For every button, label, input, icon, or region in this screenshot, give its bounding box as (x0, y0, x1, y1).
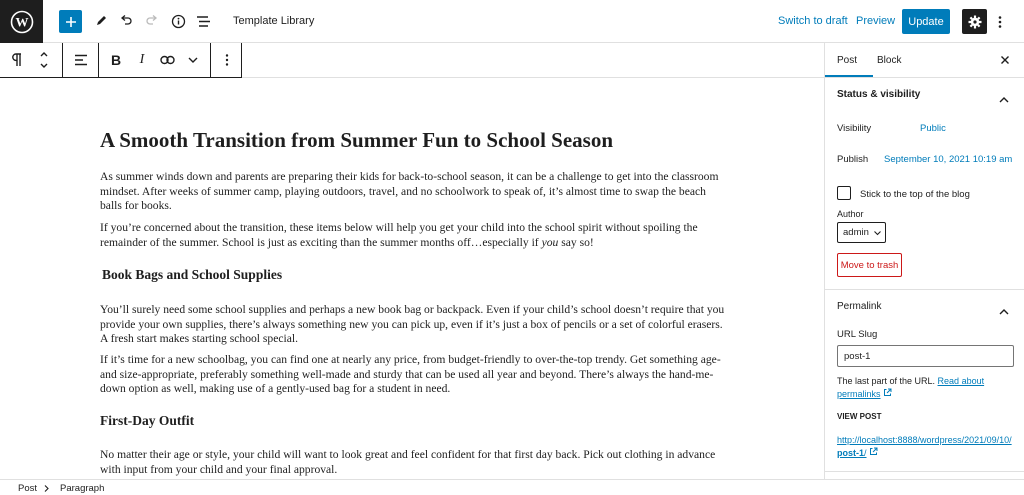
edit-tools-icon[interactable] (89, 9, 113, 33)
view-post-url (837, 434, 1015, 459)
move-to-trash-button[interactable]: Move to trash (837, 253, 902, 277)
editor-canvas (0, 78, 824, 479)
add-block-button[interactable] (59, 10, 82, 33)
external-link-icon (869, 447, 878, 456)
more-formatting-chevron-icon[interactable] (182, 49, 204, 71)
breadcrumb-post[interactable]: Post (18, 483, 38, 494)
visibility-label: Visibility (837, 123, 872, 134)
undo-icon[interactable] (114, 9, 138, 33)
author-label: Author (837, 209, 864, 219)
block-breadcrumb (0, 479, 1024, 495)
document-title[interactable]: Template Library (233, 15, 315, 27)
external-link-icon (883, 388, 892, 397)
bold-icon[interactable]: B (110, 52, 122, 68)
url-slug-input[interactable]: post-1 (837, 345, 1014, 367)
switch-to-draft-button[interactable]: Switch to draft (778, 15, 848, 27)
svg-text:W: W (15, 14, 28, 29)
align-left-icon[interactable] (70, 49, 92, 71)
paragraph-block[interactable]: As summer winds down and parents are preparing their kids for back-to-school season, it can be a challenge to get into the classroom mindset. After weeks of summer camp, playing outdoors, travel, and no schoolwork to speak of, it’s almost time to swap the beach balls for books. (100, 170, 719, 212)
url-slug-label: URL Slug (837, 329, 878, 340)
chevron-up-icon[interactable] (999, 302, 1009, 312)
panel-divider (825, 289, 1024, 290)
tab-post[interactable]: Post (837, 55, 858, 66)
toolbar-divider (98, 43, 99, 77)
sidebar-tabs (825, 43, 1024, 78)
panel-divider (825, 471, 1024, 472)
tab-block[interactable]: Block (877, 55, 902, 66)
view-post-link[interactable]: http://localhost:8888/wordpress/2021/09/10/post-1/ (837, 435, 1012, 458)
paragraph-block[interactable]: You’ll surely need some school supplies and perhaps a new book bag or backpack. Even if your child’s school doesn’t require that you provide your own supplies, there’s always something new you can pick up, even if it’s just a box of pencils or a set of colorful erasers. A fresh start makes starting school special. (100, 303, 725, 345)
heading-block[interactable]: Book Bags and School Supplies (102, 267, 283, 282)
view-post-label: VIEW POST (837, 412, 882, 421)
list-view-icon[interactable] (191, 9, 215, 33)
post-title[interactable]: A Smooth Transition from Summer Fun to School Season (100, 128, 614, 152)
breadcrumb-paragraph[interactable]: Paragraph (60, 483, 105, 494)
redo-icon[interactable] (140, 9, 164, 33)
paragraph-block[interactable]: No matter their age or style, your child will want to look great and feel confident for that first day back. Pick out clothing in advance with input from your child and your final approval. (100, 448, 716, 476)
wordpress-logo-icon[interactable] (0, 0, 43, 43)
preview-button[interactable]: Preview (856, 15, 896, 27)
paragraph-block[interactable]: If it’s time for a new schoolbag, you can find one at nearly any price, from budget-friendly to over-the-top trendy. Get something age- and size-appropriate, preferably something well-made and sturdy that can be used all year and beyond. There’s always the hand-me-down option as well, making use of a gently-used bag for a student in need. (100, 353, 721, 395)
chevron-down-icon (874, 231, 881, 236)
toolbar-divider (62, 43, 63, 77)
editor-header (0, 0, 1024, 43)
visibility-toggle[interactable]: Public (920, 123, 946, 134)
publish-label: Publish (837, 154, 869, 165)
move-up-down-icon[interactable] (33, 49, 55, 71)
italic-icon[interactable]: I (139, 52, 145, 67)
block-toolbar (0, 43, 242, 78)
publish-date-toggle[interactable]: September 10, 2021 10:19 am (884, 154, 1013, 165)
sticky-checkbox[interactable] (837, 186, 851, 200)
status-visibility-panel-toggle[interactable]: Status & visibility (837, 89, 921, 100)
author-select[interactable]: admin (837, 222, 886, 243)
link-icon[interactable] (156, 49, 178, 71)
paragraph-block[interactable]: If you’re concerned about the transition, these items below will help you get your child into the school spirit without spoiling the remainder of the summer. School is just as exciting than the summer months off…especially if you say so! (100, 221, 698, 249)
settings-gear-icon[interactable] (962, 9, 987, 34)
heading-block[interactable]: First-Day Outfit (100, 413, 195, 428)
chevron-right-icon (44, 485, 49, 492)
details-info-icon[interactable] (166, 9, 190, 33)
options-kebab-icon[interactable] (993, 12, 1007, 32)
update-button[interactable]: Update (902, 9, 950, 34)
permalink-panel-toggle[interactable]: Permalink (837, 301, 882, 312)
permalink-help: The last part of the URL. Read about permalinks (837, 376, 985, 399)
settings-sidebar (824, 43, 1024, 479)
close-icon[interactable] (998, 53, 1012, 67)
block-options-kebab-icon[interactable] (216, 49, 238, 71)
read-about-permalinks-link[interactable]: Read about permalinks (837, 376, 985, 399)
chevron-up-icon[interactable] (999, 90, 1009, 100)
toolbar-divider (210, 43, 211, 77)
active-tab-indicator (825, 75, 873, 77)
paragraph-block-icon[interactable] (5, 49, 27, 71)
sticky-label: Stick to the top of the blog (860, 189, 970, 200)
